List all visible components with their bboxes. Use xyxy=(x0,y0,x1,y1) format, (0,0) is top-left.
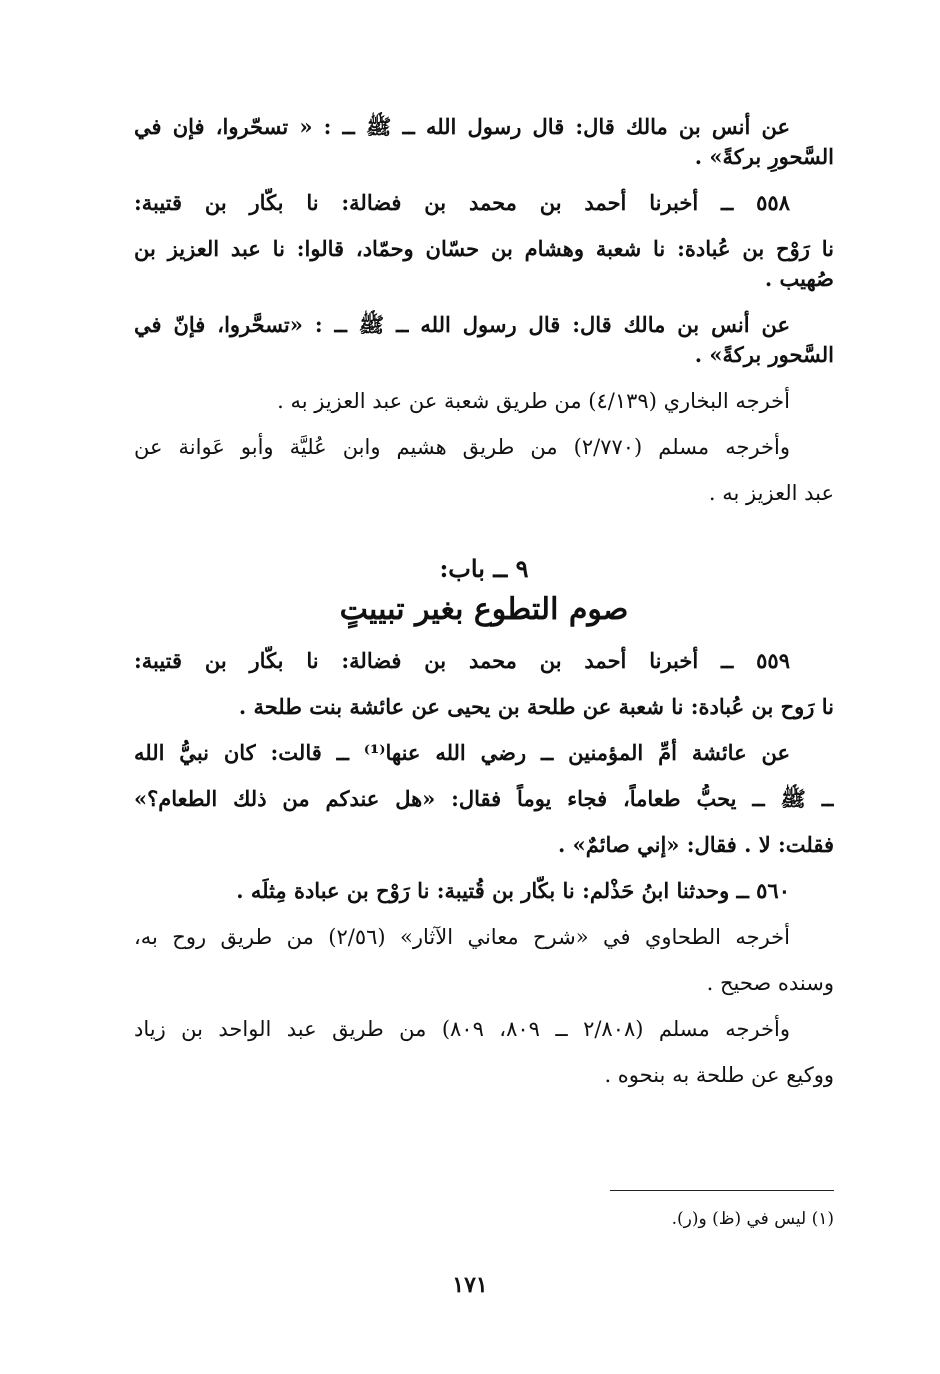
text-line: ــ ﷺ ــ يحبُّ طعاماً، فجاء يوماً فقال: «هل عندكم من ذلك الطعام؟» xyxy=(134,786,834,811)
text-line: ٥٥٨ ــ أخبرنا أحمد بن محمد بن فضالة: نا بكّار بن قتيبة: xyxy=(134,190,790,215)
text-line: السَّحورِ بركةً» . xyxy=(694,144,834,169)
text-line: عن عائشة أمِّ المؤمنين ــ رضي الله عنها⁽¹⁾ ــ قالت: كان نبيُّ الله xyxy=(134,740,790,765)
text-line: ٥٦٠ ــ وحدثنا ابنُ حَذْلم: نا بكّار بن قُتيبة: نا رَوْح بن عبادة مِثلَه . xyxy=(236,878,790,903)
text-line: نا رَوْح بن عُبادة: نا شعبة وهشام بن حسّان وحمّاد، قالوا: نا عبد العزيز بن xyxy=(134,236,834,261)
hadith-558-matn xyxy=(134,310,834,370)
hadith-560-isnad xyxy=(134,876,834,906)
text-line: فقلت: لا . فقال: «إني صائمٌ» . xyxy=(557,832,834,857)
text-line: السَّحور بركةً» . xyxy=(694,342,834,367)
text-line: أخرجه الطحاوي في «شرح معاني الآثار» (٢/٥٦) من طريق روح به، xyxy=(134,925,790,949)
hadith-559-matn xyxy=(134,738,834,860)
text-line: أخرجه البخاري (٤/١٣٩) من طريق شعبة عن عبد العزيز به . xyxy=(277,389,790,413)
takhrij-muslim-2 xyxy=(134,1014,834,1090)
text-line: عن أنس بن مالك قال: قال رسول الله ــ ﷺ ــ : «تسحَّروا، فإنّ في xyxy=(134,312,790,337)
text-line: وأخرجه مسلم (٢/٨٠٨ ــ ٨٠٩، ٨٠٩) من طريق عبد الواحد بن زياد xyxy=(134,1017,791,1041)
footnote-separator xyxy=(610,1190,834,1191)
text-line: ووكيع عن طلحة به بنحوه . xyxy=(604,1063,834,1087)
chapter-title: صوم التطوع بغير تبييتٍ xyxy=(339,592,629,627)
hadith-557-matn xyxy=(134,112,834,172)
text-line: وأخرجه مسلم (٢/٧٧٠) من طريق هشيم وابن عُليَّة وأبو عَوانة عن xyxy=(134,435,790,459)
chapter-number: ٩ ــ باب: xyxy=(439,554,529,583)
takhrij-muslim xyxy=(134,432,834,508)
text-line: صُهيب . xyxy=(764,266,834,291)
text-line: نا رَوح بن عُبادة: نا شعبة عن طلحة بن يحيى عن عائشة بنت طلحة . xyxy=(238,694,834,719)
takhrij-bukhari xyxy=(134,386,834,416)
text-line: عن أنس بن مالك قال: قال رسول الله ــ ﷺ ــ : « تسحّروا، فإن في xyxy=(134,114,790,139)
text-line: عبد العزيز به . xyxy=(708,481,834,505)
text-line: وسنده صحيح . xyxy=(706,971,834,995)
hadith-558-isnad xyxy=(134,188,834,294)
text-line: ٥٥٩ ــ أخبرنا أحمد بن محمد بن فضالة: نا بكّار بن قتيبة: xyxy=(134,648,790,673)
page-number: ١٧١ xyxy=(452,1272,488,1298)
footnote: (١) ليس في (ظ) و(ر). xyxy=(671,1209,834,1229)
takhrij-tahawi xyxy=(134,922,834,998)
hadith-559-isnad xyxy=(134,646,834,722)
page-body xyxy=(134,112,834,1090)
